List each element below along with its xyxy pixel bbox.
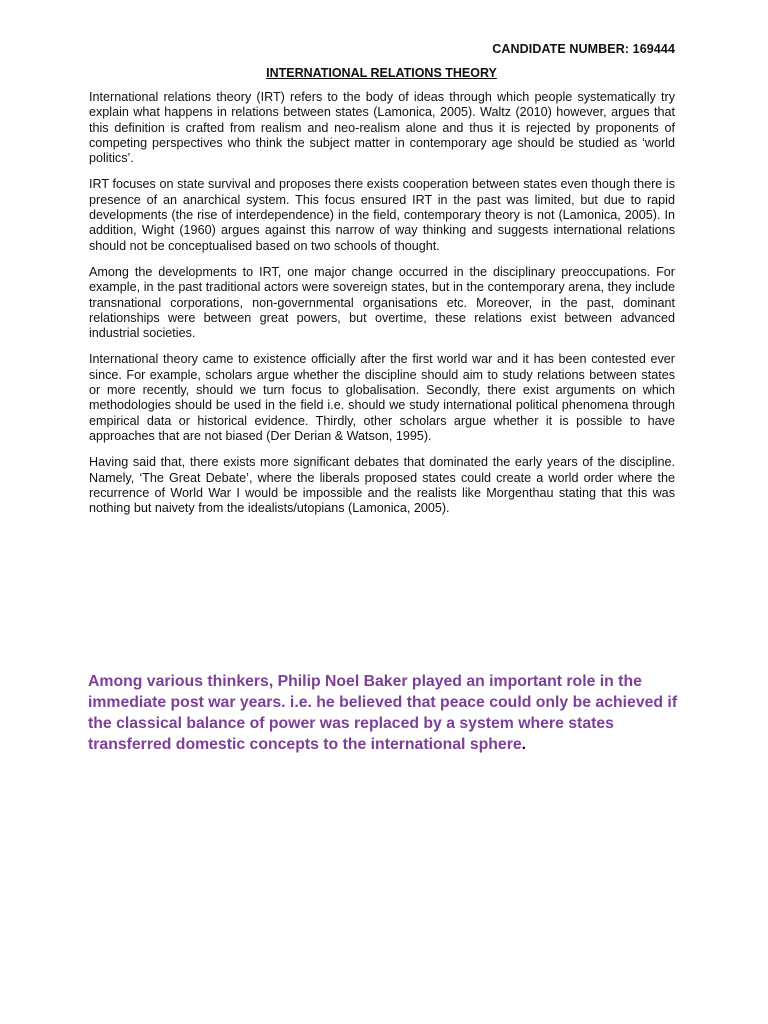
paragraph-5: Having said that, there exists more significant debates that dominated the early years of the discipline. Namely, ‘The Great Debate’, where the liberals proposed states could create a world order where the recurrence of World War I would be impossible and the realists like Morgenthau stating that this was nothing but naivety from the idealists/utopians (Lamonica, 2005). bbox=[89, 455, 675, 516]
paragraph-4: International theory came to existence officially after the first world war and it has been contested ever since. For example, scholars argue whether the discipline should aim to study relations between states or more recently, should we turn focus to globalisation. Secondly, there exist arguments on which methodologies should be used in the field i.e. should we study international political phenomena through empirical data or historical evidence. Thirdly, other scholars argue whether it is possible to have approaches that are not biased (Der Derian & Watson, 1995). bbox=[89, 352, 675, 443]
paragraph-3: Among the developments to IRT, one major change occurred in the disciplinary preoccupations. For example, in the past traditional actors were sovereign states, but in the contemporary arena, they include transnational corporations, non-governmental organisations etc. Moreover, in the past, dominant relationships were between great powers, but overtime, these relations exist between advanced industrial societies. bbox=[89, 264, 675, 341]
highlighted-period: . bbox=[521, 736, 527, 753]
document-title: INTERNATIONAL RELATIONS THEORY bbox=[266, 66, 497, 80]
highlighted-paragraph bbox=[88, 671, 688, 755]
paragraph-2: IRT focuses on state survival and proposes there exists cooperation between states even though there is presence of an anarchical system. This focus ensured IRT in the past was limited, but due to rapid developments (the rise of interdependence) in the field, contemporary theory is not (Lamonica, 2005). In addition, Wight (1960) argues against this narrow of way thinking and suggests international relations should not be conceptualised based on two schools of thought. bbox=[89, 177, 675, 253]
document-body bbox=[89, 90, 675, 527]
highlighted-text: Among various thinkers, Philip Noel Baker played an important role in the immediate post war years. i.e. he believed that peace could only be achieved if the classical balance of power was replaced by a system where states transferred domestic concepts to the international sphere bbox=[88, 673, 678, 753]
paragraph-1: International relations theory (IRT) refers to the body of ideas through which people systematically try explain what happens in relations between states (Lamonica, 2005). Waltz (2010) however, argues that this definition is crafted from realism and neo-realism alone and thus it is rejected by proponents of competing perspectives who think the subject matter in contemporary age should be studied as ‘world politics’. bbox=[89, 90, 675, 166]
candidate-number: CANDIDATE NUMBER: 169444 bbox=[492, 42, 675, 56]
